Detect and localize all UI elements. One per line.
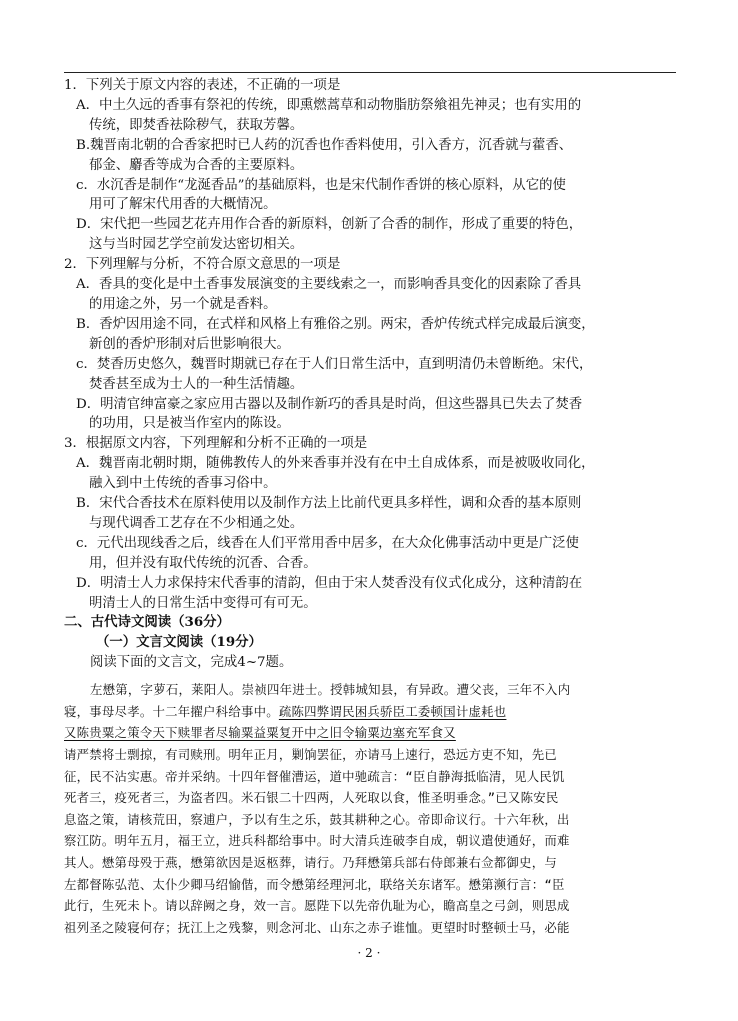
question-stem: 1．下列关于原文内容的表述，不正确的一项是 [64, 78, 341, 93]
option-d: D．宋代把一些园艺花卉用作合香的新原料，创新了合香的制作，形成了重要的特色， [76, 217, 583, 233]
option-c: c．焚香历史悠久，魏晋时期就已存在于人们日常生活中，直到明清仍未曾断绝。宋代， [76, 356, 593, 372]
option-a-continued: 的用途之外，另一个就是香料。 [89, 296, 277, 312]
header-rule [64, 72, 676, 73]
passage-line: 征，民不沾实惠。帝并采纳。十四年督催漕运，道中驰疏言：“臣自静海抵临清，见人民饥 [64, 768, 565, 784]
option-b: B．香炉因用途不同，在式样和风格上有雅俗之别。两宋，香炉传统式样完成最后演变， [76, 316, 595, 332]
option-d-continued: 明清士人的日常生活中变得可有可无。 [89, 595, 317, 611]
passage-line: 左都督陈弘范、太仆少卿马绍愉偕，而令懋第经理河北，联络关东诸军。懋第濒行言：“臣 [64, 876, 565, 892]
question-2 [64, 255, 684, 434]
passage-line: 其人。懋第母殁于燕，懋第欲因是返柩葬，请行。乃拜懋第兵部右侍郎兼右佥都御史，与 [64, 854, 557, 870]
classical-passage [64, 679, 684, 938]
option-b: B．宋代合香技术在原料使用以及制作方法上比前代更具多样性，调和众香的基本原则 [76, 496, 582, 512]
question-3 [64, 434, 684, 613]
option-c: c．水沉香是制作“龙涎香品”的基础原料，也是宋代制作香饼的核心原料，从它的使 [76, 177, 566, 193]
option-d: D．明清官绅富豪之家应用古器以及制作新巧的香具是时尚，但这些器具已失去了焚香 [76, 396, 583, 412]
question-stem: 3．根据原文内容，下列理解和分析不正确的一项是 [64, 436, 368, 452]
option-c: c．元代出现线香之后，线香在人们平常用香中居多，在大众化佛事活动中更是广泛使 [76, 535, 579, 551]
option-d-continued: 这与当时园艺学空前发达密切相关。 [89, 237, 304, 253]
option-c-continued: 用可了解宋代用香的大概情况。 [89, 197, 277, 213]
passage-line: 息盗之策，请核荒田，察逋户，予以有生之乐，鼓其耕种之心。帝即命议行。十六年秋，出 [64, 811, 570, 827]
option-b-continued: 郁金、麝香等成为合香的主要原料。 [89, 157, 304, 173]
question-stem: 2．下列理解与分析，不符合原文意思的一项是 [64, 257, 341, 273]
option-d: D．明清士人力求保持宋代香事的清韵，但由于宋人焚香没有仪式化成分，这种清韵在 [76, 575, 583, 591]
question-1 [64, 76, 684, 255]
option-a: A．香具的变化是中土香事发展演变的主要线索之一，而影响香具变化的因素除了香具 [76, 277, 582, 293]
passage-text: 寝，事母尽孝。十二年擢户科给事中。疏陈四弊谓民困兵骄臣工委顿国计虚耗也 [64, 703, 507, 719]
passage-line: 左懋第，字萝石，莱阳人。崇祯四年进士。授韩城知县，有异政。遭父丧，三年不入内 [90, 682, 571, 698]
option-b-continued: 与现代调香工艺存在不少相通之处。 [89, 515, 304, 531]
option-a: A．魏晋南北朝时期，随佛教传人的外来香事并没有在中土自成体系，而是被吸收同化， [76, 456, 595, 472]
option-c-continued: 用，但并没有取代传统的沉香、合香。 [89, 555, 317, 571]
option-a-continued: 融入到中土传统的香事习俗中。 [89, 476, 277, 492]
option-c-continued: 焚香甚至成为士人的一种生活情趣。 [89, 376, 304, 392]
passage-line-underlined: 又陈贵粟之策令天下赎罪者尽输粟益粟复开中之旧令输粟边塞充军食又 [64, 725, 456, 741]
passage-line: 请严禁将士剽掠，有司赎刑。明年正月，剿饷罢征，亦请马上速行，恐远方吏不知，先已 [64, 746, 557, 762]
option-a-continued: 传统，即焚香祛除秽气，获取芳馨。 [89, 117, 304, 133]
passage-line: 察江防。明年五月，福王立，进兵科都给事中。时大清兵连破李自成，朝议遣使通好，而难 [64, 833, 570, 849]
option-b: B.魏晋南北朝的合香家把时已人药的沉香也作香料使用，引入香方，沉香就与藿香、 [76, 137, 573, 153]
passage-line: 祖列圣之陵寝何存；抚江上之残黎，则念河北、山东之赤子谁恤。更望时时整顿士马，必能 [64, 919, 570, 935]
passage-line: 此行，生死未卜。请以辞阙之身，效一言。愿陛下以先帝仇耻为心，瞻高皇之弓剑，则思成 [64, 898, 570, 914]
option-a: A．中土久远的香事有祭祀的传统，即熏燃蒿草和动物脂肪祭飨祖先神灵；也有实用的 [76, 97, 582, 113]
subsection-title: （一）文言文阅读（19分） [96, 634, 262, 651]
section-title: 二、古代诗文阅读（36分） [64, 614, 230, 631]
page-number: · 2 · [357, 946, 381, 960]
passage-line: 死者三，疫死者三，为盗者四。米石银二十四两，人死取以食，惟圣明垂念。”已又陈安民 [64, 790, 559, 806]
option-d-continued: 的功用，只是被当作室内的陈设。 [89, 416, 290, 432]
passage-line [64, 701, 684, 723]
reading-instructions: 阅读下面的文言文，完成4~7题。 [90, 655, 293, 671]
option-b-continued: 新创的香炉形制对后世影响很大。 [89, 336, 290, 352]
page-content [64, 76, 684, 938]
